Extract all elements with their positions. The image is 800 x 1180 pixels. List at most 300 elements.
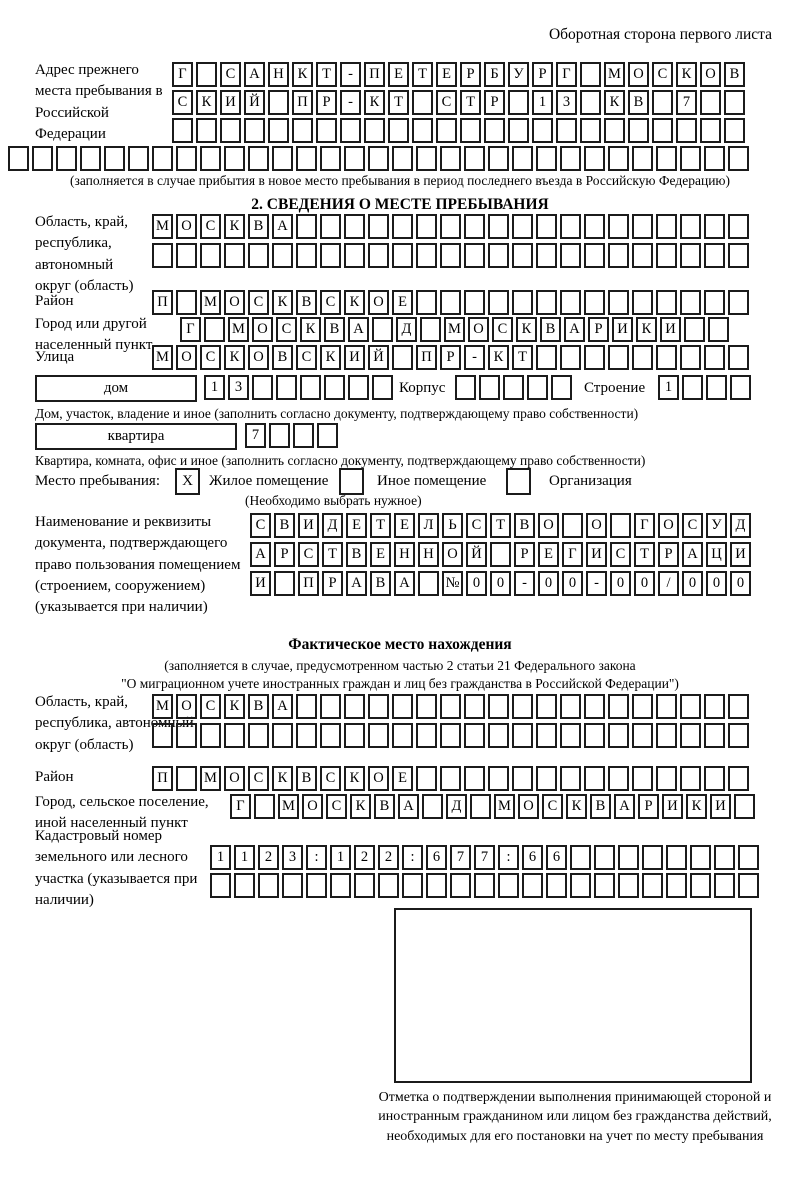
char-cell[interactable]: О <box>176 345 197 370</box>
char-cell[interactable]: 0 <box>682 571 703 596</box>
char-cell[interactable] <box>508 118 529 143</box>
char-cell[interactable] <box>368 146 389 171</box>
char-cell[interactable] <box>464 290 485 315</box>
char-cell[interactable]: М <box>200 766 221 791</box>
char-cell[interactable] <box>700 118 721 143</box>
char-cell[interactable]: Е <box>346 513 367 538</box>
char-cell[interactable] <box>666 845 687 870</box>
char-cell[interactable] <box>604 118 625 143</box>
char-cell[interactable] <box>632 766 653 791</box>
char-cell[interactable]: А <box>272 214 293 239</box>
char-cell[interactable]: М <box>200 290 221 315</box>
char-cell[interactable] <box>580 90 601 115</box>
char-cell[interactable] <box>200 243 221 268</box>
char-cell[interactable] <box>488 723 509 748</box>
char-cell[interactable] <box>420 317 441 342</box>
char-cell[interactable] <box>706 375 727 400</box>
char-cell[interactable]: Р <box>316 90 337 115</box>
char-cell[interactable] <box>320 214 341 239</box>
char-cell[interactable] <box>364 118 385 143</box>
char-cell[interactable]: К <box>320 345 341 370</box>
char-cell[interactable] <box>580 62 601 87</box>
char-cell[interactable]: 7 <box>450 845 471 870</box>
char-cell[interactable] <box>536 290 557 315</box>
char-cell[interactable] <box>464 694 485 719</box>
char-cell[interactable]: И <box>612 317 633 342</box>
char-cell[interactable]: О <box>224 290 245 315</box>
char-cell[interactable] <box>594 873 615 898</box>
char-cell[interactable] <box>512 146 533 171</box>
char-cell[interactable] <box>422 794 443 819</box>
char-cell[interactable] <box>416 214 437 239</box>
char-cell[interactable]: 1 <box>234 845 255 870</box>
char-cell[interactable]: В <box>324 317 345 342</box>
char-cell[interactable] <box>714 845 735 870</box>
char-cell[interactable] <box>306 873 327 898</box>
char-cell[interactable]: 0 <box>466 571 487 596</box>
char-cell[interactable] <box>372 317 393 342</box>
char-cell[interactable]: Е <box>436 62 457 87</box>
checkbox-organization[interactable] <box>506 468 531 495</box>
char-cell[interactable] <box>272 723 293 748</box>
char-cell[interactable] <box>392 243 413 268</box>
char-cell[interactable] <box>416 694 437 719</box>
char-cell[interactable] <box>656 723 677 748</box>
char-cell[interactable] <box>440 723 461 748</box>
char-cell[interactable] <box>584 766 605 791</box>
char-cell[interactable] <box>200 146 221 171</box>
char-cell[interactable]: 0 <box>610 571 631 596</box>
char-cell[interactable]: С <box>248 290 269 315</box>
char-cell[interactable] <box>317 423 338 448</box>
char-cell[interactable] <box>724 90 745 115</box>
char-cell[interactable] <box>200 723 221 748</box>
char-cell[interactable] <box>248 146 269 171</box>
char-cell[interactable] <box>536 694 557 719</box>
char-cell[interactable]: Е <box>392 766 413 791</box>
char-cell[interactable] <box>196 118 217 143</box>
char-cell[interactable] <box>392 345 413 370</box>
char-cell[interactable]: В <box>540 317 561 342</box>
char-cell[interactable]: 2 <box>258 845 279 870</box>
char-cell[interactable] <box>460 118 481 143</box>
char-cell[interactable]: С <box>276 317 297 342</box>
char-cell[interactable]: Н <box>268 62 289 87</box>
char-cell[interactable]: С <box>200 345 221 370</box>
char-cell[interactable]: К <box>224 214 245 239</box>
char-cell[interactable]: - <box>514 571 535 596</box>
char-cell[interactable] <box>368 214 389 239</box>
char-cell[interactable]: В <box>374 794 395 819</box>
char-cell[interactable] <box>440 766 461 791</box>
char-cell[interactable] <box>176 243 197 268</box>
char-cell[interactable]: Г <box>634 513 655 538</box>
char-cell[interactable]: И <box>662 794 683 819</box>
char-cell[interactable] <box>536 146 557 171</box>
char-cell[interactable]: С <box>682 513 703 538</box>
char-cell[interactable] <box>560 766 581 791</box>
char-cell[interactable] <box>296 694 317 719</box>
char-cell[interactable] <box>210 873 231 898</box>
char-cell[interactable] <box>248 723 269 748</box>
char-cell[interactable] <box>320 723 341 748</box>
char-cell[interactable] <box>656 243 677 268</box>
char-cell[interactable]: 6 <box>546 845 567 870</box>
char-cell[interactable]: Е <box>394 513 415 538</box>
char-cell[interactable] <box>488 290 509 315</box>
char-cell[interactable]: К <box>636 317 657 342</box>
char-cell[interactable] <box>632 146 653 171</box>
char-cell[interactable] <box>680 214 701 239</box>
char-cell[interactable] <box>536 723 557 748</box>
char-cell[interactable] <box>440 290 461 315</box>
char-cell[interactable]: - <box>586 571 607 596</box>
char-cell[interactable] <box>728 723 749 748</box>
char-cell[interactable] <box>258 873 279 898</box>
char-cell[interactable]: О <box>442 542 463 567</box>
char-cell[interactable]: Г <box>562 542 583 567</box>
char-cell[interactable]: С <box>220 62 241 87</box>
char-cell[interactable]: К <box>604 90 625 115</box>
char-cell[interactable]: 3 <box>282 845 303 870</box>
char-cell[interactable] <box>546 873 567 898</box>
char-cell[interactable]: 0 <box>634 571 655 596</box>
char-cell[interactable] <box>254 794 275 819</box>
char-cell[interactable]: - <box>464 345 485 370</box>
char-cell[interactable] <box>728 345 749 370</box>
char-cell[interactable]: О <box>368 290 389 315</box>
char-cell[interactable]: П <box>292 90 313 115</box>
char-cell[interactable]: П <box>152 290 173 315</box>
char-cell[interactable] <box>282 873 303 898</box>
char-cell[interactable] <box>584 243 605 268</box>
char-cell[interactable]: В <box>274 513 295 538</box>
char-cell[interactable]: О <box>700 62 721 87</box>
char-cell[interactable] <box>344 146 365 171</box>
char-cell[interactable] <box>274 571 295 596</box>
char-cell[interactable] <box>272 146 293 171</box>
char-cell[interactable] <box>512 723 533 748</box>
char-cell[interactable]: К <box>224 345 245 370</box>
char-cell[interactable] <box>580 118 601 143</box>
char-cell[interactable]: 7 <box>474 845 495 870</box>
char-cell[interactable]: В <box>628 90 649 115</box>
char-cell[interactable] <box>724 118 745 143</box>
char-cell[interactable]: Т <box>460 90 481 115</box>
char-cell[interactable]: Р <box>588 317 609 342</box>
char-cell[interactable] <box>608 243 629 268</box>
char-cell[interactable] <box>392 723 413 748</box>
char-cell[interactable]: К <box>224 694 245 719</box>
char-cell[interactable] <box>176 723 197 748</box>
char-cell[interactable]: М <box>228 317 249 342</box>
char-cell[interactable] <box>676 118 697 143</box>
char-cell[interactable]: В <box>346 542 367 567</box>
char-cell[interactable] <box>412 118 433 143</box>
char-cell[interactable] <box>440 214 461 239</box>
char-cell[interactable] <box>416 243 437 268</box>
char-cell[interactable]: Д <box>730 513 751 538</box>
char-cell[interactable] <box>224 723 245 748</box>
char-cell[interactable] <box>498 873 519 898</box>
char-cell[interactable]: Н <box>418 542 439 567</box>
char-cell[interactable]: С <box>492 317 513 342</box>
char-cell[interactable] <box>656 290 677 315</box>
char-cell[interactable]: 0 <box>706 571 727 596</box>
char-cell[interactable] <box>680 243 701 268</box>
char-cell[interactable] <box>464 766 485 791</box>
char-cell[interactable] <box>728 214 749 239</box>
char-cell[interactable] <box>316 118 337 143</box>
char-cell[interactable] <box>632 290 653 315</box>
char-cell[interactable]: № <box>442 571 463 596</box>
char-cell[interactable] <box>176 766 197 791</box>
char-cell[interactable] <box>690 845 711 870</box>
char-cell[interactable]: К <box>196 90 217 115</box>
char-cell[interactable]: : <box>306 845 327 870</box>
char-cell[interactable] <box>594 845 615 870</box>
char-cell[interactable]: К <box>300 317 321 342</box>
char-cell[interactable]: А <box>682 542 703 567</box>
char-cell[interactable] <box>354 873 375 898</box>
char-cell[interactable] <box>440 146 461 171</box>
char-cell[interactable] <box>470 794 491 819</box>
char-cell[interactable] <box>610 513 631 538</box>
char-cell[interactable]: А <box>348 317 369 342</box>
char-cell[interactable]: А <box>564 317 585 342</box>
char-cell[interactable]: 1 <box>330 845 351 870</box>
char-cell[interactable]: М <box>444 317 465 342</box>
char-cell[interactable]: О <box>658 513 679 538</box>
char-cell[interactable]: А <box>250 542 271 567</box>
char-cell[interactable] <box>560 723 581 748</box>
char-cell[interactable]: В <box>724 62 745 87</box>
char-cell[interactable] <box>392 146 413 171</box>
char-cell[interactable] <box>388 118 409 143</box>
char-cell[interactable]: Г <box>172 62 193 87</box>
char-cell[interactable] <box>632 694 653 719</box>
char-cell[interactable] <box>584 345 605 370</box>
char-cell[interactable]: 7 <box>676 90 697 115</box>
char-cell[interactable]: Р <box>322 571 343 596</box>
char-cell[interactable]: 3 <box>228 375 249 400</box>
char-cell[interactable] <box>503 375 524 400</box>
char-cell[interactable] <box>570 873 591 898</box>
char-cell[interactable] <box>248 243 269 268</box>
char-cell[interactable]: Р <box>440 345 461 370</box>
char-cell[interactable] <box>272 243 293 268</box>
char-cell[interactable]: И <box>220 90 241 115</box>
char-cell[interactable]: С <box>250 513 271 538</box>
char-cell[interactable] <box>560 146 581 171</box>
char-cell[interactable]: С <box>542 794 563 819</box>
char-cell[interactable] <box>656 694 677 719</box>
char-cell[interactable] <box>652 118 673 143</box>
char-cell[interactable]: 2 <box>378 845 399 870</box>
char-cell[interactable] <box>368 243 389 268</box>
char-cell[interactable] <box>656 214 677 239</box>
char-cell[interactable]: С <box>200 694 221 719</box>
char-cell[interactable] <box>512 766 533 791</box>
char-cell[interactable]: О <box>468 317 489 342</box>
char-cell[interactable] <box>484 118 505 143</box>
char-cell[interactable] <box>196 62 217 87</box>
char-cell[interactable] <box>642 873 663 898</box>
char-cell[interactable] <box>704 146 725 171</box>
char-cell[interactable]: О <box>248 345 269 370</box>
char-cell[interactable]: О <box>302 794 323 819</box>
char-cell[interactable] <box>344 694 365 719</box>
char-cell[interactable]: : <box>498 845 519 870</box>
char-cell[interactable] <box>426 873 447 898</box>
char-cell[interactable] <box>268 118 289 143</box>
char-cell[interactable] <box>708 317 729 342</box>
char-cell[interactable]: К <box>364 90 385 115</box>
char-cell[interactable] <box>608 723 629 748</box>
char-cell[interactable]: 1 <box>210 845 231 870</box>
char-cell[interactable] <box>128 146 149 171</box>
char-cell[interactable] <box>527 375 548 400</box>
char-cell[interactable]: Е <box>538 542 559 567</box>
char-cell[interactable]: - <box>340 62 361 87</box>
char-cell[interactable] <box>292 118 313 143</box>
char-cell[interactable] <box>584 214 605 239</box>
char-cell[interactable] <box>488 694 509 719</box>
char-cell[interactable] <box>8 146 29 171</box>
char-cell[interactable]: 0 <box>730 571 751 596</box>
char-cell[interactable] <box>584 290 605 315</box>
char-cell[interactable] <box>436 118 457 143</box>
char-cell[interactable] <box>608 345 629 370</box>
char-cell[interactable]: К <box>676 62 697 87</box>
char-cell[interactable]: М <box>604 62 625 87</box>
char-cell[interactable]: К <box>566 794 587 819</box>
char-cell[interactable] <box>684 317 705 342</box>
char-cell[interactable] <box>608 146 629 171</box>
char-cell[interactable]: Р <box>514 542 535 567</box>
char-cell[interactable]: Й <box>244 90 265 115</box>
char-cell[interactable] <box>320 146 341 171</box>
char-cell[interactable]: Е <box>392 290 413 315</box>
char-cell[interactable]: Т <box>634 542 655 567</box>
char-cell[interactable]: Д <box>396 317 417 342</box>
char-cell[interactable] <box>490 542 511 567</box>
char-cell[interactable] <box>608 290 629 315</box>
char-cell[interactable] <box>488 243 509 268</box>
char-cell[interactable]: К <box>344 290 365 315</box>
char-cell[interactable] <box>204 317 225 342</box>
char-cell[interactable] <box>252 375 273 400</box>
char-cell[interactable]: Р <box>274 542 295 567</box>
char-cell[interactable] <box>714 873 735 898</box>
char-cell[interactable] <box>293 423 314 448</box>
char-cell[interactable]: Т <box>316 62 337 87</box>
char-cell[interactable]: В <box>296 766 317 791</box>
char-cell[interactable] <box>368 723 389 748</box>
char-cell[interactable]: К <box>272 290 293 315</box>
char-cell[interactable]: О <box>586 513 607 538</box>
char-cell[interactable]: Е <box>388 62 409 87</box>
char-cell[interactable]: О <box>252 317 273 342</box>
char-cell[interactable]: 0 <box>562 571 583 596</box>
char-cell[interactable] <box>512 243 533 268</box>
char-cell[interactable]: Т <box>370 513 391 538</box>
char-cell[interactable]: О <box>224 766 245 791</box>
char-cell[interactable]: О <box>176 694 197 719</box>
char-cell[interactable]: К <box>344 766 365 791</box>
char-cell[interactable] <box>608 766 629 791</box>
char-cell[interactable]: Ц <box>706 542 727 567</box>
char-cell[interactable] <box>680 146 701 171</box>
char-cell[interactable]: Д <box>322 513 343 538</box>
char-cell[interactable] <box>704 243 725 268</box>
char-cell[interactable] <box>680 766 701 791</box>
char-cell[interactable] <box>560 694 581 719</box>
char-cell[interactable] <box>704 345 725 370</box>
char-cell[interactable] <box>220 118 241 143</box>
char-cell[interactable]: А <box>398 794 419 819</box>
char-cell[interactable]: 6 <box>426 845 447 870</box>
char-cell[interactable] <box>562 513 583 538</box>
char-cell[interactable]: С <box>610 542 631 567</box>
char-cell[interactable] <box>320 243 341 268</box>
char-cell[interactable] <box>348 375 369 400</box>
char-cell[interactable]: К <box>272 766 293 791</box>
char-cell[interactable] <box>152 243 173 268</box>
char-cell[interactable] <box>682 375 703 400</box>
char-cell[interactable] <box>522 873 543 898</box>
char-cell[interactable] <box>464 723 485 748</box>
char-cell[interactable] <box>512 694 533 719</box>
char-cell[interactable]: Т <box>412 62 433 87</box>
char-cell[interactable]: К <box>516 317 537 342</box>
char-cell[interactable] <box>632 723 653 748</box>
char-cell[interactable] <box>560 214 581 239</box>
char-cell[interactable]: 1 <box>532 90 553 115</box>
char-cell[interactable]: С <box>248 766 269 791</box>
char-cell[interactable] <box>450 873 471 898</box>
char-cell[interactable] <box>268 90 289 115</box>
char-cell[interactable] <box>512 290 533 315</box>
char-cell[interactable] <box>704 694 725 719</box>
char-cell[interactable]: И <box>586 542 607 567</box>
char-cell[interactable] <box>464 214 485 239</box>
char-cell[interactable] <box>690 873 711 898</box>
char-cell[interactable]: 1 <box>658 375 679 400</box>
char-cell[interactable] <box>728 146 749 171</box>
char-cell[interactable] <box>704 290 725 315</box>
char-cell[interactable]: М <box>278 794 299 819</box>
char-cell[interactable] <box>738 845 759 870</box>
char-cell[interactable] <box>632 345 653 370</box>
char-cell[interactable]: А <box>614 794 635 819</box>
char-cell[interactable]: С <box>436 90 457 115</box>
char-cell[interactable] <box>378 873 399 898</box>
char-cell[interactable]: А <box>346 571 367 596</box>
char-cell[interactable]: К <box>686 794 707 819</box>
char-cell[interactable]: С <box>466 513 487 538</box>
char-cell[interactable]: Й <box>368 345 389 370</box>
char-cell[interactable]: Л <box>418 513 439 538</box>
char-cell[interactable] <box>412 90 433 115</box>
char-cell[interactable]: К <box>292 62 313 87</box>
char-cell[interactable] <box>416 766 437 791</box>
char-cell[interactable]: О <box>368 766 389 791</box>
char-cell[interactable]: И <box>730 542 751 567</box>
char-cell[interactable]: А <box>272 694 293 719</box>
char-cell[interactable] <box>224 146 245 171</box>
char-cell[interactable]: О <box>538 513 559 538</box>
